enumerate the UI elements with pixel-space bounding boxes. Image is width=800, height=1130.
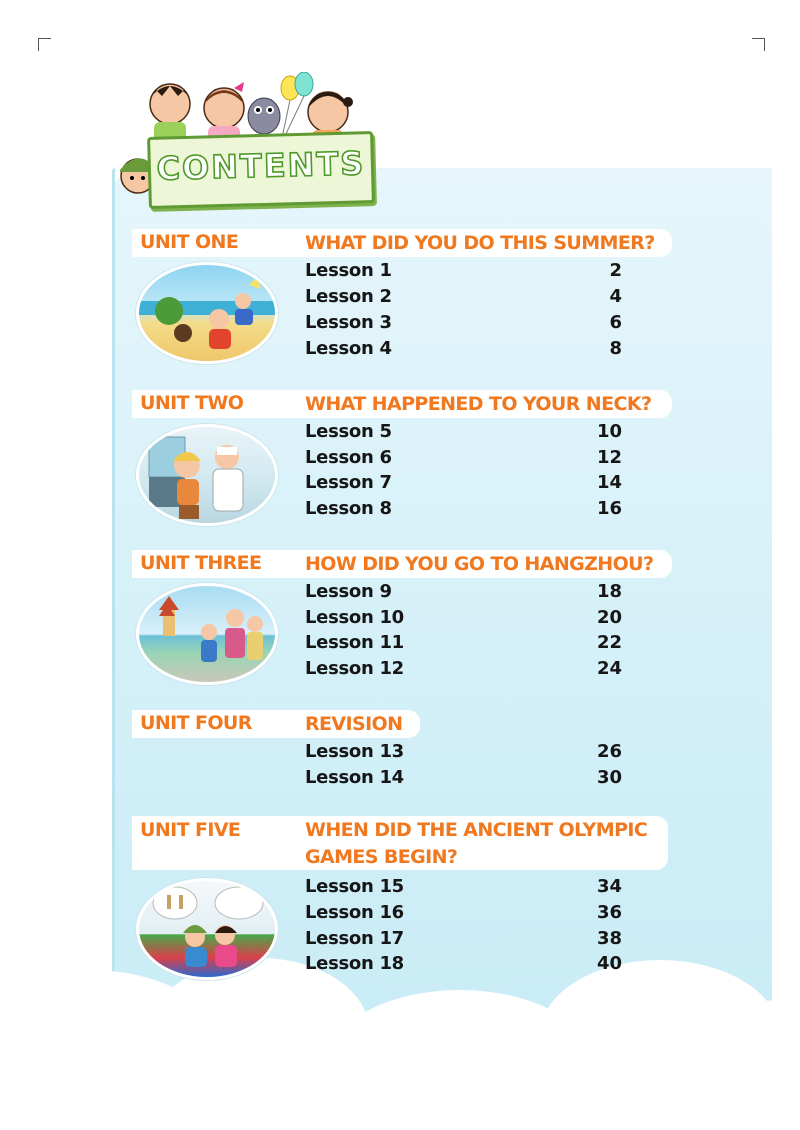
crop-mark-top-right <box>752 38 765 51</box>
unit-label: UNIT FOUR <box>140 712 252 734</box>
lesson-name: Lesson 8 <box>305 498 392 519</box>
lesson-page: 10 <box>596 421 622 442</box>
hangzhou-scene-icon <box>136 583 278 685</box>
beach-scene-icon <box>136 262 278 364</box>
lesson-page: 2 <box>609 260 622 281</box>
lesson-page: 18 <box>596 581 622 602</box>
doctor-scene-icon <box>136 424 278 526</box>
lesson-page: 4 <box>609 286 622 307</box>
unit-label: UNIT THREE <box>140 552 262 574</box>
unit-title: REVISION <box>305 713 403 735</box>
lesson-name: Lesson 6 <box>305 447 392 468</box>
lesson-page: 34 <box>596 876 622 897</box>
lesson-page: 6 <box>609 312 622 333</box>
unit-title: HOW DID YOU GO TO HANGZHOU? <box>305 553 654 575</box>
unit-label: UNIT TWO <box>140 392 244 414</box>
lesson-name: Lesson 7 <box>305 472 392 493</box>
lesson-page: 38 <box>596 928 622 949</box>
lesson-page: 12 <box>596 447 622 468</box>
lesson-page: 30 <box>596 767 622 788</box>
lesson-page: 16 <box>596 498 622 519</box>
olympic-scene-icon <box>136 878 278 980</box>
lesson-page: 20 <box>596 607 622 628</box>
lesson-name: Lesson 12 <box>305 658 404 679</box>
lesson-name: Lesson 17 <box>305 928 404 949</box>
lesson-name: Lesson 9 <box>305 581 392 602</box>
lesson-name: Lesson 18 <box>305 953 404 974</box>
unit-label: UNIT FIVE <box>140 819 241 841</box>
crop-mark-top-left <box>38 38 51 51</box>
contents-header <box>112 72 382 212</box>
lesson-name: Lesson 14 <box>305 767 404 788</box>
lesson-page: 14 <box>596 472 622 493</box>
lesson-name: Lesson 1 <box>305 260 392 281</box>
lesson-page: 26 <box>596 741 622 762</box>
lesson-name: Lesson 15 <box>305 876 404 897</box>
lesson-name: Lesson 5 <box>305 421 392 442</box>
lesson-name: Lesson 13 <box>305 741 404 762</box>
lesson-name: Lesson 3 <box>305 312 392 333</box>
lesson-page: 36 <box>596 902 622 923</box>
lesson-page: 24 <box>596 658 622 679</box>
lesson-name: Lesson 4 <box>305 338 392 359</box>
contents-board <box>147 131 375 209</box>
unit-title-line-2: GAMES BEGIN? <box>305 846 458 868</box>
page-title: CONTENTS <box>156 144 366 188</box>
lesson-name: Lesson 2 <box>305 286 392 307</box>
panel-edge <box>112 168 115 1048</box>
unit-title: WHAT DID YOU DO THIS SUMMER? <box>305 232 655 254</box>
unit-label: UNIT ONE <box>140 231 239 253</box>
lesson-page: 40 <box>596 953 622 974</box>
lesson-name: Lesson 10 <box>305 607 404 628</box>
unit-title-line-1: WHEN DID THE ANCIENT OLYMPIC <box>305 819 648 841</box>
lesson-name: Lesson 16 <box>305 902 404 923</box>
lesson-page: 22 <box>596 632 622 653</box>
unit-title: WHAT HAPPENED TO YOUR NECK? <box>305 393 652 415</box>
lesson-page: 8 <box>609 338 622 359</box>
lesson-name: Lesson 11 <box>305 632 404 653</box>
